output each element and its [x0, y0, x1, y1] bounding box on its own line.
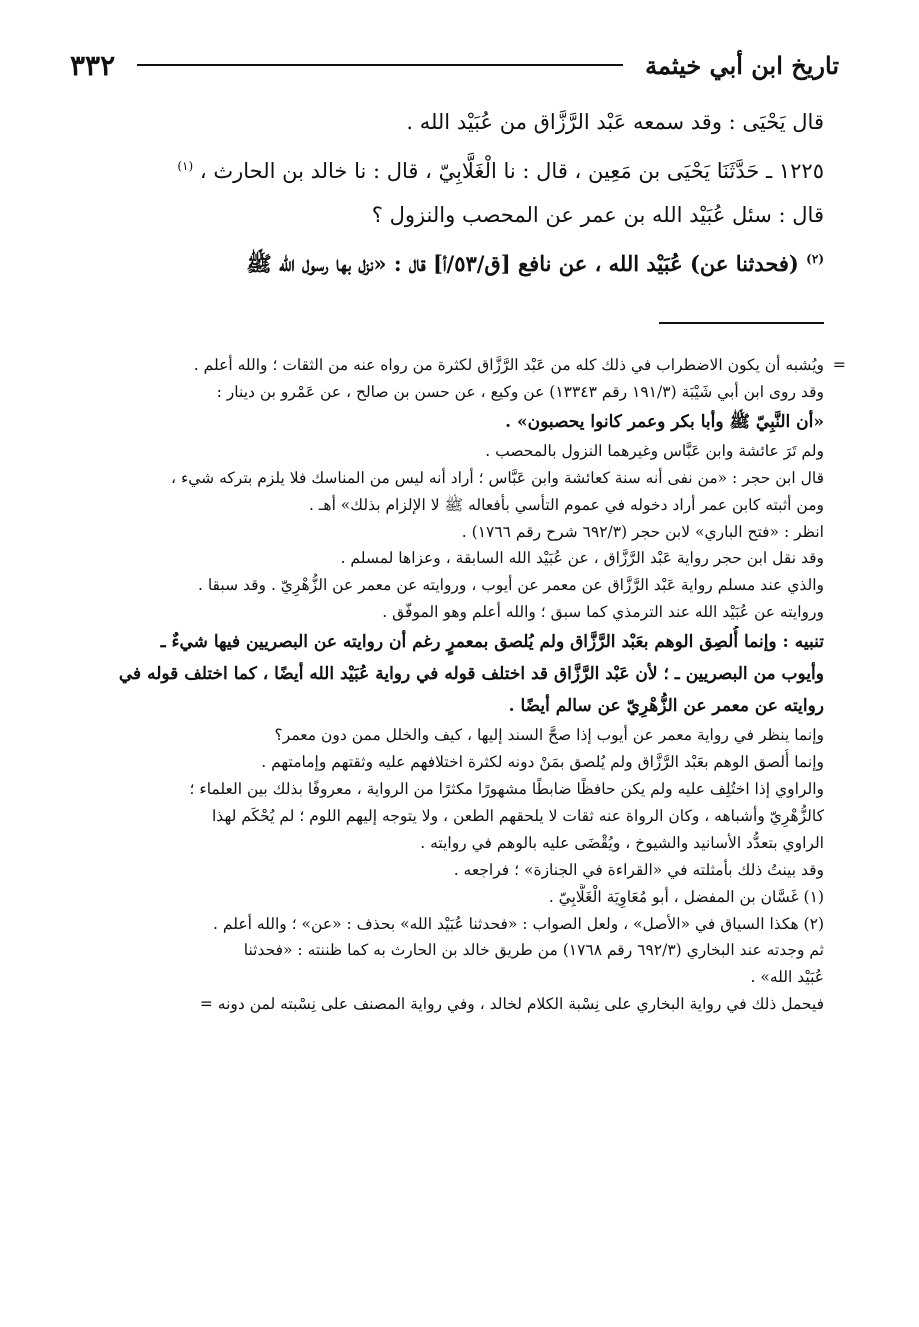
footnote-line: الراوي بتعدُّد الأسانيد والشيوخ ، ويُقْضَى عليه بالوهم في روايته . — [420, 833, 824, 852]
main-line: قال : سئل عُبَيْد الله بن عمر عن المحصب والنزول ؟ — [371, 203, 824, 227]
footnotes — [70, 352, 846, 1018]
main-line: قال يَحْيَى : وقد سمعه عَبْد الرَّزَّاق من عُبَيْد الله . — [406, 110, 824, 134]
footnote-ref[interactable]: (٢) — [806, 252, 824, 266]
footnote-line: وأيوب من البصريين ـ ؛ لأن عَبْد الرَّزَّاق قد اختلف قوله في رواية عُبَيْد الله أيضًا ، كما اختلف قوله في — [118, 664, 824, 685]
footnote-line: (٢) هكذا السياق في «الأصل» ، ولعل الصواب : «فحدثنا عُبَيْد الله» بحذف : «عن» ؛ والله أعلم . — [213, 914, 824, 933]
continuation-mark: = — [832, 355, 846, 374]
footnote-line: وقد روى ابن أبي شَيْبَة (١٩١/٣ رقم ١٣٣٤٣) عن وكيع ، عن حسن بن صالح ، عن عَمْرو بن دينار : — [216, 382, 824, 401]
footnote-line: قال ابن حجر : «من نفى أنه سنة كعائشة وابن عَبَّاس ؛ أراد أنه ليس من المناسك فلا يلزم بتركه شيء ، — [171, 468, 824, 487]
footnote-line: وإنما أُلصق الوهم بعَبْد الرَّزَّاق ولم يُلصق بمَنْ دونه لكثرة اختلافهم عليه وثقتهم وإمامتهم . — [261, 753, 824, 772]
footnote-line: وروايته عن عُبَيْد الله عند الترمذي كما سبق ؛ والله أعلم وهو الموفّق . — [382, 603, 824, 622]
footnote-line: «أن النَّبِيّ ﷺ وأبا بكر وعمر كانوا يحصبون» . — [505, 411, 824, 432]
footnote-line: وقد نقل ابن حجر رواية عَبْد الرَّزَّاق ، عن عُبَيْد الله السابقة ، وعزاها لمسلم . — [340, 549, 824, 568]
page-header — [70, 40, 839, 90]
footnote-line: تنبيه : وإنما أُلصِق الوهم بعَبْد الرَّزَّاق ولم يُلصق بمعمرٍ رغم أن روايته عن البصريين فيها شيءٌ ـ — [160, 632, 824, 653]
footnote-line: ثم وجدته عند البخاري (٦٩٢/٣ رقم ١٧٦٨) من طريق خالد بن الحارث به كما ظننته : «فحدثنا — [243, 941, 824, 960]
main-line-text: (فحدثنا عن) عُبَيْد الله ، عن نافع [ق/٥٣/أ] قال : «نزل بها رسول الله ﷺ — [246, 251, 799, 276]
footnote-line: كالزُّهْرِيّ وأشباهه ، وكان الرواة عنه ثقات لا يلحقهم الطعن ، ولا يتوجه إليهم اللوم ؛ لم يُحْكَم لهذا — [212, 806, 824, 825]
main-line — [80, 144, 824, 193]
book-title: تاريخ ابن أبي خيثمة — [645, 50, 839, 80]
page-number: ٣٣٢ — [70, 48, 116, 82]
footnote-line: ومن أثبته كابن عمر أراد دخوله في عموم التأسي بأفعاله ﷺ لا الإلزام بذلك» أهـ . — [309, 495, 824, 514]
footnote-line: فيحمل ذلك في رواية البخاري على نِسْبة الكلام لخالد ، وفي رواية المصنف على نِسْبته لمن دونه = — [199, 995, 824, 1014]
footnote-ref[interactable]: (١) — [177, 159, 194, 173]
footnote-line: ولم تَرَ عائشة وابن عَبَّاس وغيرهما النزول بالمحصب . — [485, 441, 824, 460]
header-rule — [137, 64, 623, 66]
footnote-line: عُبَيْد الله» . — [750, 968, 824, 987]
main-line-text: ١٢٢٥ ـ حَدَّثَنَا يَحْيَى بن مَعِين ، قال : نا الْغَلَّابِيّ ، قال : نا خالد بن الحارث ، — [199, 159, 824, 183]
footnote-line: والراوي إذا اختُلِف عليه ولم يكن حافظًا ضابطًا مشهورًا مكثرًا من الرواية ، معروفًا بذلك بين العلماء ؛ — [189, 779, 824, 798]
footnote-line: انظر : «فتح الباري» لابن حجر (٦٩٢/٣ شرح رقم ١٧٦٦) . — [461, 522, 824, 541]
main-line — [80, 237, 824, 286]
footnote-line: وقد بينتُ ذلك بأمثلته في «القراءة في الجنازة» ؛ فراجعه . — [453, 860, 824, 879]
footnote-line: وإنما ينظر في رواية معمر عن أيوب إذا صحَّ السند إليها ، كيف والخلل ممن دون معمر؟ — [274, 726, 824, 745]
footnote-line: روايته عن معمر عن الزُّهْرِيّ عن سالم أيضًا . — [508, 696, 824, 717]
footnote-line: (١) غَسَّان بن المفضل ، أبو مُعَاوِيَة الْغَلَّابِيّ . — [548, 887, 824, 906]
footnote-line: والذي عند مسلم رواية عَبْد الرَّزَّاق عن معمر عن أيوب ، وروايته عن معمر عن الزُّهْرِيّ . وقد سبقا . — [197, 576, 824, 595]
footnote-line: ويُشبه أن يكون الاضطراب في ذلك كله من عَبْد الرَّزَّاق لكثرة من رواه عنه من الثقات ؛ والله أعلم . — [193, 356, 824, 374]
footnote-separator — [659, 322, 824, 324]
main-text — [80, 100, 824, 286]
